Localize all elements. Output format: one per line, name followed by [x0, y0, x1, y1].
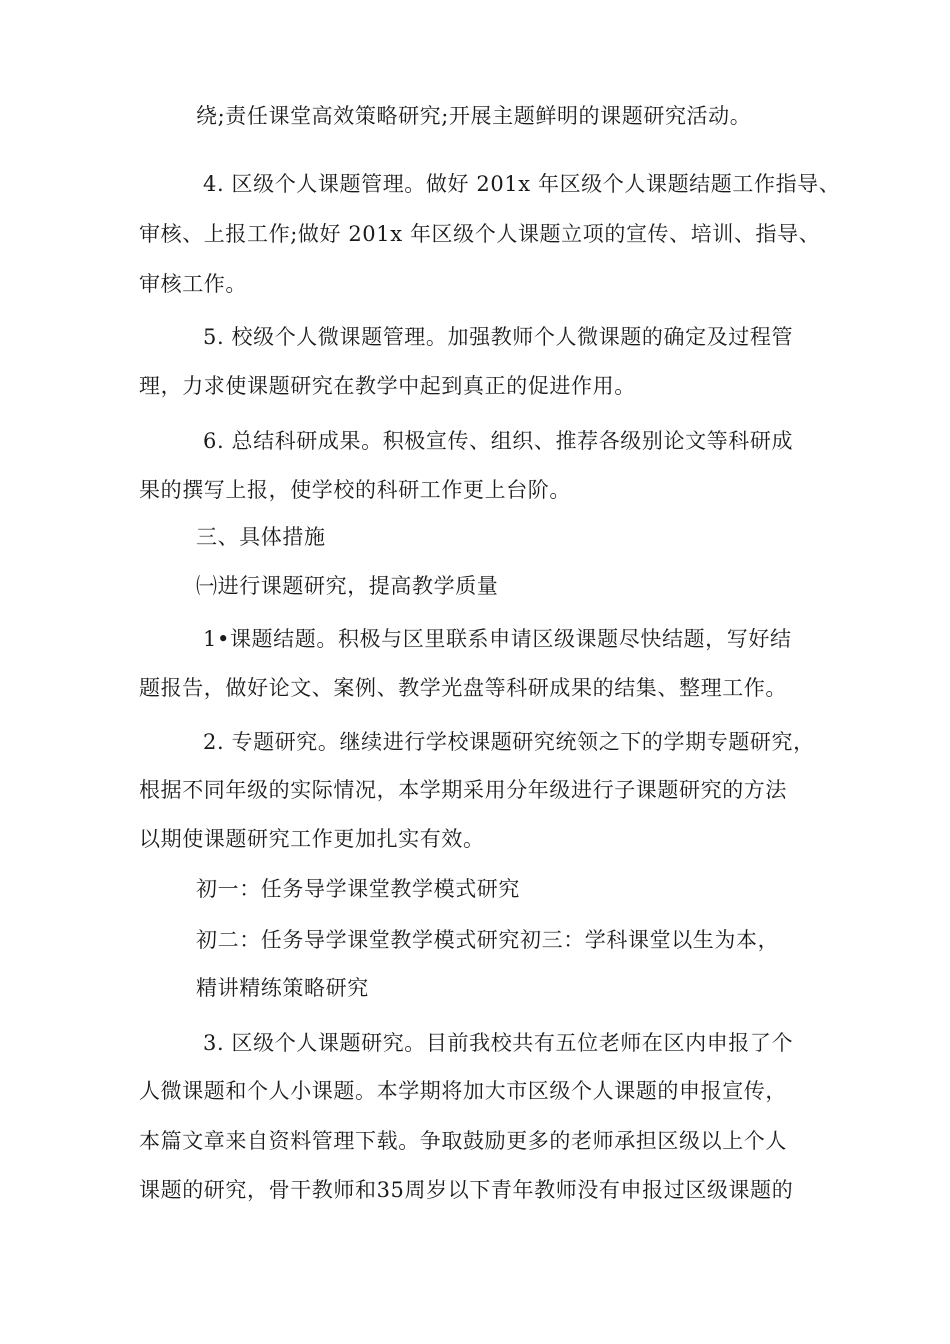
text-line: 2. 专题研究。继续进行学校课题研究统领之下的学期专题研究， [203, 730, 815, 754]
text-line: 审核工作。 [139, 272, 247, 296]
text-line: 审核、上报工作;做好 201x 年区级个人课题立项的宣传、培训、指导、 [139, 222, 821, 246]
text-line: 6. 总结科研成果。积极宣传、组织、推荐各级别论文等科研成 [203, 429, 794, 453]
text-line: 5. 校级个人微课题管理。加强教师个人微课题的确定及过程管 [203, 325, 794, 349]
text-line: 初二：任务导学课堂教学模式研究初三：学科课堂以生为本， [196, 928, 780, 952]
section-heading: 三、具体措施 [196, 525, 326, 549]
text-line: 理，力求使课题研究在教学中起到真正的促进作用。 [139, 374, 636, 398]
text-line: 题报告，做好论文、案例、教学光盘等科研成果的结集、整理工作。 [139, 676, 787, 700]
text-line: 果的撰写上报，使学校的科研工作更上台阶。 [139, 478, 571, 502]
subsection-heading: ㈠进行课题研究，提高教学质量 [196, 574, 499, 598]
text-line: 精讲精练策略研究 [196, 976, 369, 1000]
text-line: 以期使课题研究工作更加扎实有效。 [139, 827, 485, 851]
text-line: 1•课题结题。积极与区里联系申请区级课题尽快结题，写好结 [203, 627, 792, 651]
text-line: 3. 区级个人课题研究。目前我校共有五位老师在区内申报了个 [203, 1031, 794, 1055]
text-line: 本篇文章来自资料管理下载。争取鼓励更多的老师承担区级以上个人 [139, 1129, 787, 1153]
text-line: 根据不同年级的实际情况，本学期采用分年级进行子课题研究的方法 [139, 778, 787, 802]
text-line: 初一：任务导学课堂教学模式研究 [196, 877, 520, 901]
text-line: 课题的研究，骨干教师和35周岁以下青年教师没有申报过区级课题的 [139, 1178, 794, 1202]
text-line: 人微课题和个人小课题。本学期将加大市区级个人课题的申报宣传， [139, 1079, 787, 1103]
text-line: 绕;责任课堂高效策略研究;开展主题鲜明的课题研究活动。 [196, 104, 752, 128]
text-line: 4. 区级个人课题管理。做好 201x 年区级个人课题结题工作指导、 [203, 172, 841, 196]
